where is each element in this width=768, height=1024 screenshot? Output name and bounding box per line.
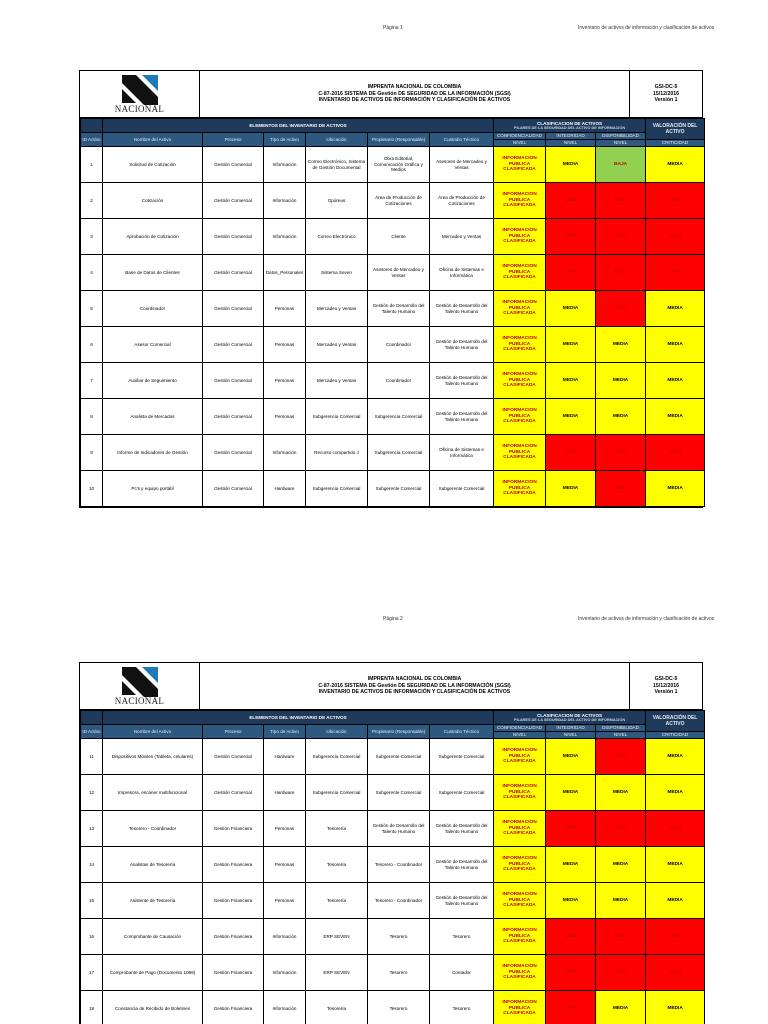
clasificacion-title: CLASIFICACION DE ACTIVOS	[536, 712, 603, 718]
asset-table	[80, 118, 705, 507]
cell-propietario: Asesores de Mercadeo y Ventas	[368, 255, 430, 291]
cell-ubicacion: Sistema Seven	[306, 255, 368, 291]
cell-tipo: Información	[264, 147, 306, 183]
cell-tipo: Información	[264, 219, 306, 255]
cell-nombre: Auxiliar de Seguimiento	[103, 363, 203, 399]
cell-nombre: Aprobación de Cotización	[103, 219, 203, 255]
cell-integridad: MEDIA	[546, 471, 596, 507]
header-tipo: Tipo de Activo	[264, 725, 306, 739]
cell-proceso: Gestión Comercial	[203, 327, 264, 363]
cell-tipo: Información	[264, 183, 306, 219]
cell-criticidad: ALTA	[646, 955, 705, 991]
asset-table	[80, 710, 705, 1024]
logo-mark-icon	[116, 667, 164, 697]
cell-confidencialidad: INFORMACION PUBLICA CLASIFICADA	[494, 399, 546, 435]
cell-criticidad: MEDIA	[646, 147, 705, 183]
cell-nombre: Tesorero - Coordinador	[103, 811, 203, 847]
cell-id: 11	[81, 739, 103, 775]
cell-ubicacion: Recurso compartido J	[306, 435, 368, 471]
cell-ubicacion: Subgerencia Comercial	[306, 739, 368, 775]
cell-tipo: Personas	[264, 399, 306, 435]
cell-ubicacion: ERP SEVEN	[306, 919, 368, 955]
header-nivel: NIVEL	[596, 140, 646, 147]
title-line-3: INVENTARIO DE ACTIVOS DE INFORMACIÓN Y CLASIFICACIÓN DE ACTIVOS	[318, 689, 511, 696]
title-line-2: C-87-2016 SISTEMA DE Gestión DE SEGURIDAD DE LA INFORMACIÓN (SGSI)	[318, 682, 511, 689]
document-meta	[630, 71, 702, 117]
cell-criticidad: ALTA	[646, 219, 705, 255]
cell-propietario: Coordinador	[368, 363, 430, 399]
cell-disponibilidad: MEDIA	[596, 883, 646, 919]
cell-confidencialidad: INFORMACION PUBLICA CLASIFICADA	[494, 435, 546, 471]
cell-integridad: MEDIA	[546, 147, 596, 183]
cell-disponibilidad: ALTA	[596, 955, 646, 991]
cell-proceso: Gestión Financiera	[203, 919, 264, 955]
cell-custodio: Subgerente Comercial	[430, 775, 494, 811]
cell-nombre: Coordinador	[103, 291, 203, 327]
cell-tipo: Personas	[264, 811, 306, 847]
doc-version: Versión 1	[654, 97, 678, 104]
cell-confidencialidad: INFORMACION PUBLICA CLASIFICADA	[494, 919, 546, 955]
cell-tipo: Hardware	[264, 471, 306, 507]
table-row	[81, 291, 705, 327]
cell-propietario: Subgerente Comercial	[368, 739, 430, 775]
cell-propietario: Subgerencia Comercial	[368, 435, 430, 471]
cell-integridad: ALTA	[546, 435, 596, 471]
header-propietario: Propietario (Responsable)	[368, 133, 430, 147]
header-confidencialidad: CONFIDENCIALIDAD	[494, 725, 546, 732]
table-row	[81, 955, 705, 991]
cell-disponibilidad: ALTA	[596, 183, 646, 219]
cell-id: 17	[81, 955, 103, 991]
header-custodio: Custodio Técnico	[430, 133, 494, 147]
title-line-3: INVENTARIO DE ACTIVOS DE INFORMACIÓN Y CLASIFICACIÓN DE ACTIVOS	[318, 97, 511, 104]
cell-ubicacion: Tesorería	[306, 811, 368, 847]
header-nombre: Nombre del Activo	[103, 133, 203, 147]
cell-disponibilidad: ALTA	[596, 435, 646, 471]
header-clasificacion	[494, 711, 646, 725]
table-row	[81, 363, 705, 399]
table-row	[81, 991, 705, 1024]
cell-disponibilidad: ALTA	[596, 811, 646, 847]
cell-ubicacion: Subgerencia Comercial	[306, 399, 368, 435]
cell-proceso: Gestión Comercial	[203, 291, 264, 327]
header-id: ID Activo	[81, 725, 103, 739]
cell-id: 9	[81, 435, 103, 471]
table-row	[81, 739, 705, 775]
cell-id: 13	[81, 811, 103, 847]
cell-proceso: Gestión Comercial	[203, 739, 264, 775]
cell-proceso: Gestión Financiera	[203, 991, 264, 1024]
cell-criticidad: MEDIA	[646, 471, 705, 507]
doc-code: GSI-DC-5	[654, 676, 678, 683]
cell-id: 6	[81, 327, 103, 363]
cell-propietario: Área de Producción de Cotizaciones	[368, 183, 430, 219]
cell-disponibilidad: ALTA	[596, 739, 646, 775]
cell-confidencialidad: INFORMACION PUBLICA CLASIFICADA	[494, 255, 546, 291]
cell-ubicacion: Correo Electrónico, Sistema de Gestión Documental	[306, 147, 368, 183]
cell-disponibilidad: MEDIA	[596, 847, 646, 883]
cell-proceso: Gestión Comercial	[203, 363, 264, 399]
table-row	[81, 847, 705, 883]
cell-propietario: Subgerente Comercial	[368, 471, 430, 507]
cell-disponibilidad: ALTA	[596, 471, 646, 507]
cell-custodio: Oficina de Sistemas e Informática	[430, 255, 494, 291]
cell-propietario: Coordinador	[368, 327, 430, 363]
cell-id: 2	[81, 183, 103, 219]
page-number: Página 1	[383, 25, 403, 31]
cell-nombre: Constancia de Recibido de Boletines	[103, 991, 203, 1024]
cell-proceso: Gestión Financiera	[203, 883, 264, 919]
cell-criticidad: MEDIA	[646, 775, 705, 811]
cell-integridad: MEDIA	[546, 327, 596, 363]
page-number: Página 2	[383, 616, 403, 622]
cell-id: 8	[81, 399, 103, 435]
cell-proceso: Gestión Comercial	[203, 255, 264, 291]
header-clasificacion	[494, 119, 646, 133]
cell-custodio: Contador	[430, 955, 494, 991]
cell-integridad: MEDIA	[546, 363, 596, 399]
cell-proceso: Gestión Comercial	[203, 183, 264, 219]
header-valoracion: VALORACIÓN DEL ACTIVO	[646, 119, 705, 140]
cell-criticidad: ALTA	[646, 811, 705, 847]
cell-confidencialidad: INFORMACION PUBLICA CLASIFICADA	[494, 739, 546, 775]
header-proceso: Proceso	[203, 133, 264, 147]
doc-code: GSI-DC-5	[654, 84, 678, 91]
cell-integridad: ALTA	[546, 991, 596, 1024]
cell-integridad: MEDIA	[546, 847, 596, 883]
cell-criticidad: MEDIA	[646, 363, 705, 399]
table-row	[81, 147, 705, 183]
table-row	[81, 327, 705, 363]
org-name: IMPRENTA NACIONAL DE COLOMBIA	[367, 84, 462, 91]
cell-nombre: Comprobante de Causación	[103, 919, 203, 955]
cell-criticidad: MEDIA	[646, 847, 705, 883]
cell-tipo: Información	[264, 955, 306, 991]
doc-date: 15/12/2016	[653, 90, 679, 97]
cell-criticidad: ALTA	[646, 255, 705, 291]
cell-integridad: ALTA	[546, 955, 596, 991]
cell-id: 15	[81, 883, 103, 919]
cell-ubicacion: Opúreus	[306, 183, 368, 219]
cell-disponibilidad: MEDIA	[596, 399, 646, 435]
table-row	[81, 219, 705, 255]
cell-nombre: Asistente de Tesorería	[103, 883, 203, 919]
clasificacion-subtitle: PILARES DE LA SEGURIDAD DEL ACTIVO DE INFORMACION	[514, 126, 626, 131]
cell-proceso: Gestión Comercial	[203, 775, 264, 811]
inventory-sheet	[79, 662, 703, 1024]
running-title: Inventario de activos de información y clasificación de activos	[578, 616, 715, 622]
table-row	[81, 399, 705, 435]
cell-integridad: ALTA	[546, 255, 596, 291]
asset-rows	[81, 147, 705, 507]
cell-propietario: Subgerencia Comercial	[368, 399, 430, 435]
cell-criticidad: MEDIA	[646, 883, 705, 919]
cell-custodio: Subgerente Comercial	[430, 471, 494, 507]
cell-custodio: Gestión de Desarrollo del Talento Humano	[430, 811, 494, 847]
cell-disponibilidad: BAJA	[596, 147, 646, 183]
asset-rows	[81, 739, 705, 1024]
cell-proceso: Gestión Comercial	[203, 147, 264, 183]
cell-disponibilidad: ALTA	[596, 255, 646, 291]
document-meta	[630, 663, 702, 709]
cell-criticidad: MEDIA	[646, 399, 705, 435]
cell-ubicacion: Tesorería	[306, 847, 368, 883]
cell-integridad: MEDIA	[546, 291, 596, 327]
cell-custodio: Gestión de Desarrollo del Talento Humano	[430, 847, 494, 883]
logo-mark-icon	[116, 75, 164, 105]
cell-propietario: Tesorero - Coordinador	[368, 883, 430, 919]
table-row	[81, 883, 705, 919]
cell-criticidad: MEDIA	[646, 327, 705, 363]
cell-proceso: Gestión Financiera	[203, 847, 264, 883]
cell-proceso: Gestión Financiera	[203, 955, 264, 991]
logo	[80, 71, 200, 117]
cell-integridad: ALTA	[546, 183, 596, 219]
cell-tipo: Hardware	[264, 775, 306, 811]
cell-ubicacion: Mercadeo y Ventas	[306, 291, 368, 327]
header-integridad: INTEGRIDAD	[546, 133, 596, 140]
logo-wordmark: NACIONAL	[114, 695, 165, 706]
running-title: Inventario de activos de información y clasificación de activos	[578, 25, 715, 31]
cell-id: 5	[81, 291, 103, 327]
header-criticidad: CRITICIDAD	[646, 732, 705, 739]
cell-proceso: Gestión Financiera	[203, 811, 264, 847]
cell-ubicacion: Subgerencia Comercial	[306, 775, 368, 811]
cell-propietario: Obra Editorial, Comunicación Gráfica y Medios	[368, 147, 430, 183]
cell-proceso: Gestión Comercial	[203, 399, 264, 435]
table-row	[81, 183, 705, 219]
cell-integridad: MEDIA	[546, 883, 596, 919]
header-valoracion: VALORACIÓN DEL ACTIVO	[646, 711, 705, 732]
cell-tipo: Personas	[264, 327, 306, 363]
cell-nombre: Analistas de Tesorería	[103, 847, 203, 883]
cell-disponibilidad: MEDIA	[596, 775, 646, 811]
cell-integridad: ALTA	[546, 919, 596, 955]
cell-nombre: Pc's y equipo portátil	[103, 471, 203, 507]
cell-custodio: Subgerente Comercial	[430, 739, 494, 775]
cell-tipo: Personas	[264, 363, 306, 399]
doc-version: Versión 1	[654, 689, 678, 696]
cell-id: 1	[81, 147, 103, 183]
cell-disponibilidad: ALTA	[596, 291, 646, 327]
page-header	[0, 616, 768, 630]
clasificacion-subtitle: PILARES DE LA SEGURIDAD DEL ACTIVO DE INFORMACION	[514, 718, 626, 723]
cell-custodio: Gestión de Desarrollo del Talento Humano	[430, 363, 494, 399]
cell-criticidad: ALTA	[646, 919, 705, 955]
cell-disponibilidad: ALTA	[596, 219, 646, 255]
cell-criticidad: MEDIA	[646, 291, 705, 327]
cell-nombre: Dispositivos Móviles (Tableta, celulares)	[103, 739, 203, 775]
cell-propietario: Tesorero - Coordinador	[368, 847, 430, 883]
cell-proceso: Gestión Comercial	[203, 219, 264, 255]
cell-custodio: Gestión de Desarrollo del Talento Humano	[430, 883, 494, 919]
cell-id: 10	[81, 471, 103, 507]
logo	[80, 663, 200, 709]
table-row	[81, 255, 705, 291]
header-group: ELEMENTOS DEL INVENTARIO DE ACTIVOS	[103, 119, 494, 133]
cell-tipo: Información	[264, 991, 306, 1024]
cell-confidencialidad: INFORMACION PUBLICA CLASIFICADA	[494, 775, 546, 811]
cell-tipo: Información	[264, 435, 306, 471]
cell-propietario: Tesorero	[368, 991, 430, 1024]
cell-integridad: MEDIA	[546, 775, 596, 811]
cell-custodio: Oficina de Sistemas e Informática	[430, 435, 494, 471]
header-nivel: NIVEL	[546, 140, 596, 147]
cell-tipo: Personas	[264, 847, 306, 883]
header-propietario: Propietario (Responsable)	[368, 725, 430, 739]
cell-confidencialidad: INFORMACION PUBLICA CLASIFICADA	[494, 847, 546, 883]
table-row	[81, 919, 705, 955]
cell-criticidad: MEDIA	[646, 739, 705, 775]
cell-tipo: Personas	[264, 883, 306, 919]
cell-confidencialidad: INFORMACION PUBLICA CLASIFICADA	[494, 883, 546, 919]
header-nivel: NIVEL	[494, 732, 546, 739]
header-ubicacion: Ubicación	[306, 725, 368, 739]
cell-id: 4	[81, 255, 103, 291]
header-disponibilidad: DISPONIBILIDAD	[596, 133, 646, 140]
cell-custodio: Asesores de Mercadeo y Ventas	[430, 147, 494, 183]
header-integridad: INTEGRIDAD	[546, 725, 596, 732]
cell-id: 14	[81, 847, 103, 883]
cell-confidencialidad: INFORMACION PUBLICA CLASIFICADA	[494, 219, 546, 255]
table-row	[81, 435, 705, 471]
cell-confidencialidad: INFORMACION PUBLICA CLASIFICADA	[494, 363, 546, 399]
cell-propietario: Tesorero	[368, 919, 430, 955]
cell-id: 7	[81, 363, 103, 399]
header-proceso: Proceso	[203, 725, 264, 739]
cell-disponibilidad: MEDIA	[596, 363, 646, 399]
header-nombre: Nombre del Activo	[103, 725, 203, 739]
cell-custodio: Mercadeo y Ventas	[430, 219, 494, 255]
header-custodio: Custodio Técnico	[430, 725, 494, 739]
cell-ubicacion: Subgerencia Comercial	[306, 471, 368, 507]
document-title	[200, 71, 630, 117]
header-id: ID Activo	[81, 133, 103, 147]
cell-confidencialidad: INFORMACION PUBLICA CLASIFICADA	[494, 183, 546, 219]
header-tipo: Tipo de Activo	[264, 133, 306, 147]
cell-ubicacion: Mercadeo y Ventas	[306, 327, 368, 363]
cell-confidencialidad: INFORMACION PUBLICA CLASIFICADA	[494, 471, 546, 507]
title-block	[80, 663, 702, 710]
cell-custodio: Tesorero	[430, 919, 494, 955]
cell-propietario: Tesorero	[368, 955, 430, 991]
cell-id: 12	[81, 775, 103, 811]
cell-criticidad: ALTA	[646, 435, 705, 471]
org-name: IMPRENTA NACIONAL DE COLOMBIA	[367, 676, 462, 683]
logo-wordmark: NACIONAL	[114, 103, 165, 114]
cell-nombre: Base de Datos de Clientes	[103, 255, 203, 291]
cell-tipo: Información	[264, 919, 306, 955]
cell-proceso: Gestión Comercial	[203, 435, 264, 471]
doc-date: 15/12/2016	[653, 682, 679, 689]
cell-integridad: ALTA	[546, 811, 596, 847]
document-title	[200, 663, 630, 709]
cell-tipo: Personas	[264, 291, 306, 327]
cell-proceso: Gestión Comercial	[203, 471, 264, 507]
header-nivel: NIVEL	[494, 140, 546, 147]
cell-nombre: Informe de Indicadores de Gestión	[103, 435, 203, 471]
header-nivel: NIVEL	[546, 732, 596, 739]
cell-custodio: Gestión de Desarrollo del Talento Humano	[430, 327, 494, 363]
cell-nombre: Impresora, escáner multifuncional	[103, 775, 203, 811]
cell-tipo: Hardware	[264, 739, 306, 775]
cell-confidencialidad: INFORMACION PUBLICA CLASIFICADA	[494, 327, 546, 363]
clasificacion-title: CLASIFICACION DE ACTIVOS	[536, 120, 603, 126]
table-row	[81, 775, 705, 811]
cell-nombre: Solicitud de Cotización	[103, 147, 203, 183]
cell-propietario: Subgerente Comercial	[368, 775, 430, 811]
cell-confidencialidad: INFORMACION PUBLICA CLASIFICADA	[494, 291, 546, 327]
cell-propietario: Gestión de Desarrollo del Talento Humano	[368, 291, 430, 327]
inventory-sheet	[79, 70, 703, 508]
cell-id: 16	[81, 919, 103, 955]
table-row	[81, 811, 705, 847]
cell-disponibilidad: MEDIA	[596, 327, 646, 363]
cell-ubicacion: Tesorería	[306, 883, 368, 919]
title-line-2: C-87-2016 SISTEMA DE Gestión DE SEGURIDAD DE LA INFORMACIÓN (SGSI)	[318, 90, 511, 97]
cell-nombre: Asesor Comercial	[103, 327, 203, 363]
header-ubicacion: Ubicación	[306, 133, 368, 147]
cell-integridad: MEDIA	[546, 739, 596, 775]
cell-nombre: Analista de Mercados	[103, 399, 203, 435]
header-group: ELEMENTOS DEL INVENTARIO DE ACTIVOS	[103, 711, 494, 725]
cell-ubicacion: Mercadeo y Ventas	[306, 363, 368, 399]
cell-ubicacion: ERP SEVEN	[306, 955, 368, 991]
cell-nombre: Cotización	[103, 183, 203, 219]
cell-custodio: Gestión de Desarrollo del Talento Humano	[430, 399, 494, 435]
header-nivel: NIVEL	[596, 732, 646, 739]
title-block	[80, 71, 702, 118]
header-disponibilidad: DISPONIBILIDAD	[596, 725, 646, 732]
cell-ubicacion: Correo Electrónico	[306, 219, 368, 255]
cell-criticidad: ALTA	[646, 183, 705, 219]
table-row	[81, 471, 705, 507]
cell-custodio: Área de Producción de Cotizaciones	[430, 183, 494, 219]
cell-custodio: Tesorero	[430, 991, 494, 1024]
cell-integridad: MEDIA	[546, 399, 596, 435]
cell-tipo: Datos_Personales	[264, 255, 306, 291]
cell-propietario: Gestión de Desarrollo del Talento Humano	[368, 811, 430, 847]
cell-confidencialidad: INFORMACION PUBLICA CLASIFICADA	[494, 811, 546, 847]
cell-id: 18	[81, 991, 103, 1024]
cell-nombre: Comprobante de Pago (Documento 1069)	[103, 955, 203, 991]
cell-confidencialidad: INFORMACION PUBLICA CLASIFICADA	[494, 147, 546, 183]
cell-id: 3	[81, 219, 103, 255]
cell-integridad: ALTA	[546, 219, 596, 255]
cell-criticidad: MEDIA	[646, 991, 705, 1024]
cell-disponibilidad: ALTA	[596, 919, 646, 955]
cell-propietario: Cliente	[368, 219, 430, 255]
header-confidencialidad: CONFIDENCIALIDAD	[494, 133, 546, 140]
cell-ubicacion: Tesorería	[306, 991, 368, 1024]
cell-confidencialidad: INFORMACION PUBLICA CLASIFICADA	[494, 955, 546, 991]
header-criticidad: CRITICIDAD	[646, 140, 705, 147]
cell-custodio: Gestión de Desarrollo del Talento Humano	[430, 291, 494, 327]
cell-confidencialidad: INFORMACION PUBLICA CLASIFICADA	[494, 991, 546, 1024]
cell-disponibilidad: MEDIA	[596, 991, 646, 1024]
page-header	[0, 25, 768, 39]
